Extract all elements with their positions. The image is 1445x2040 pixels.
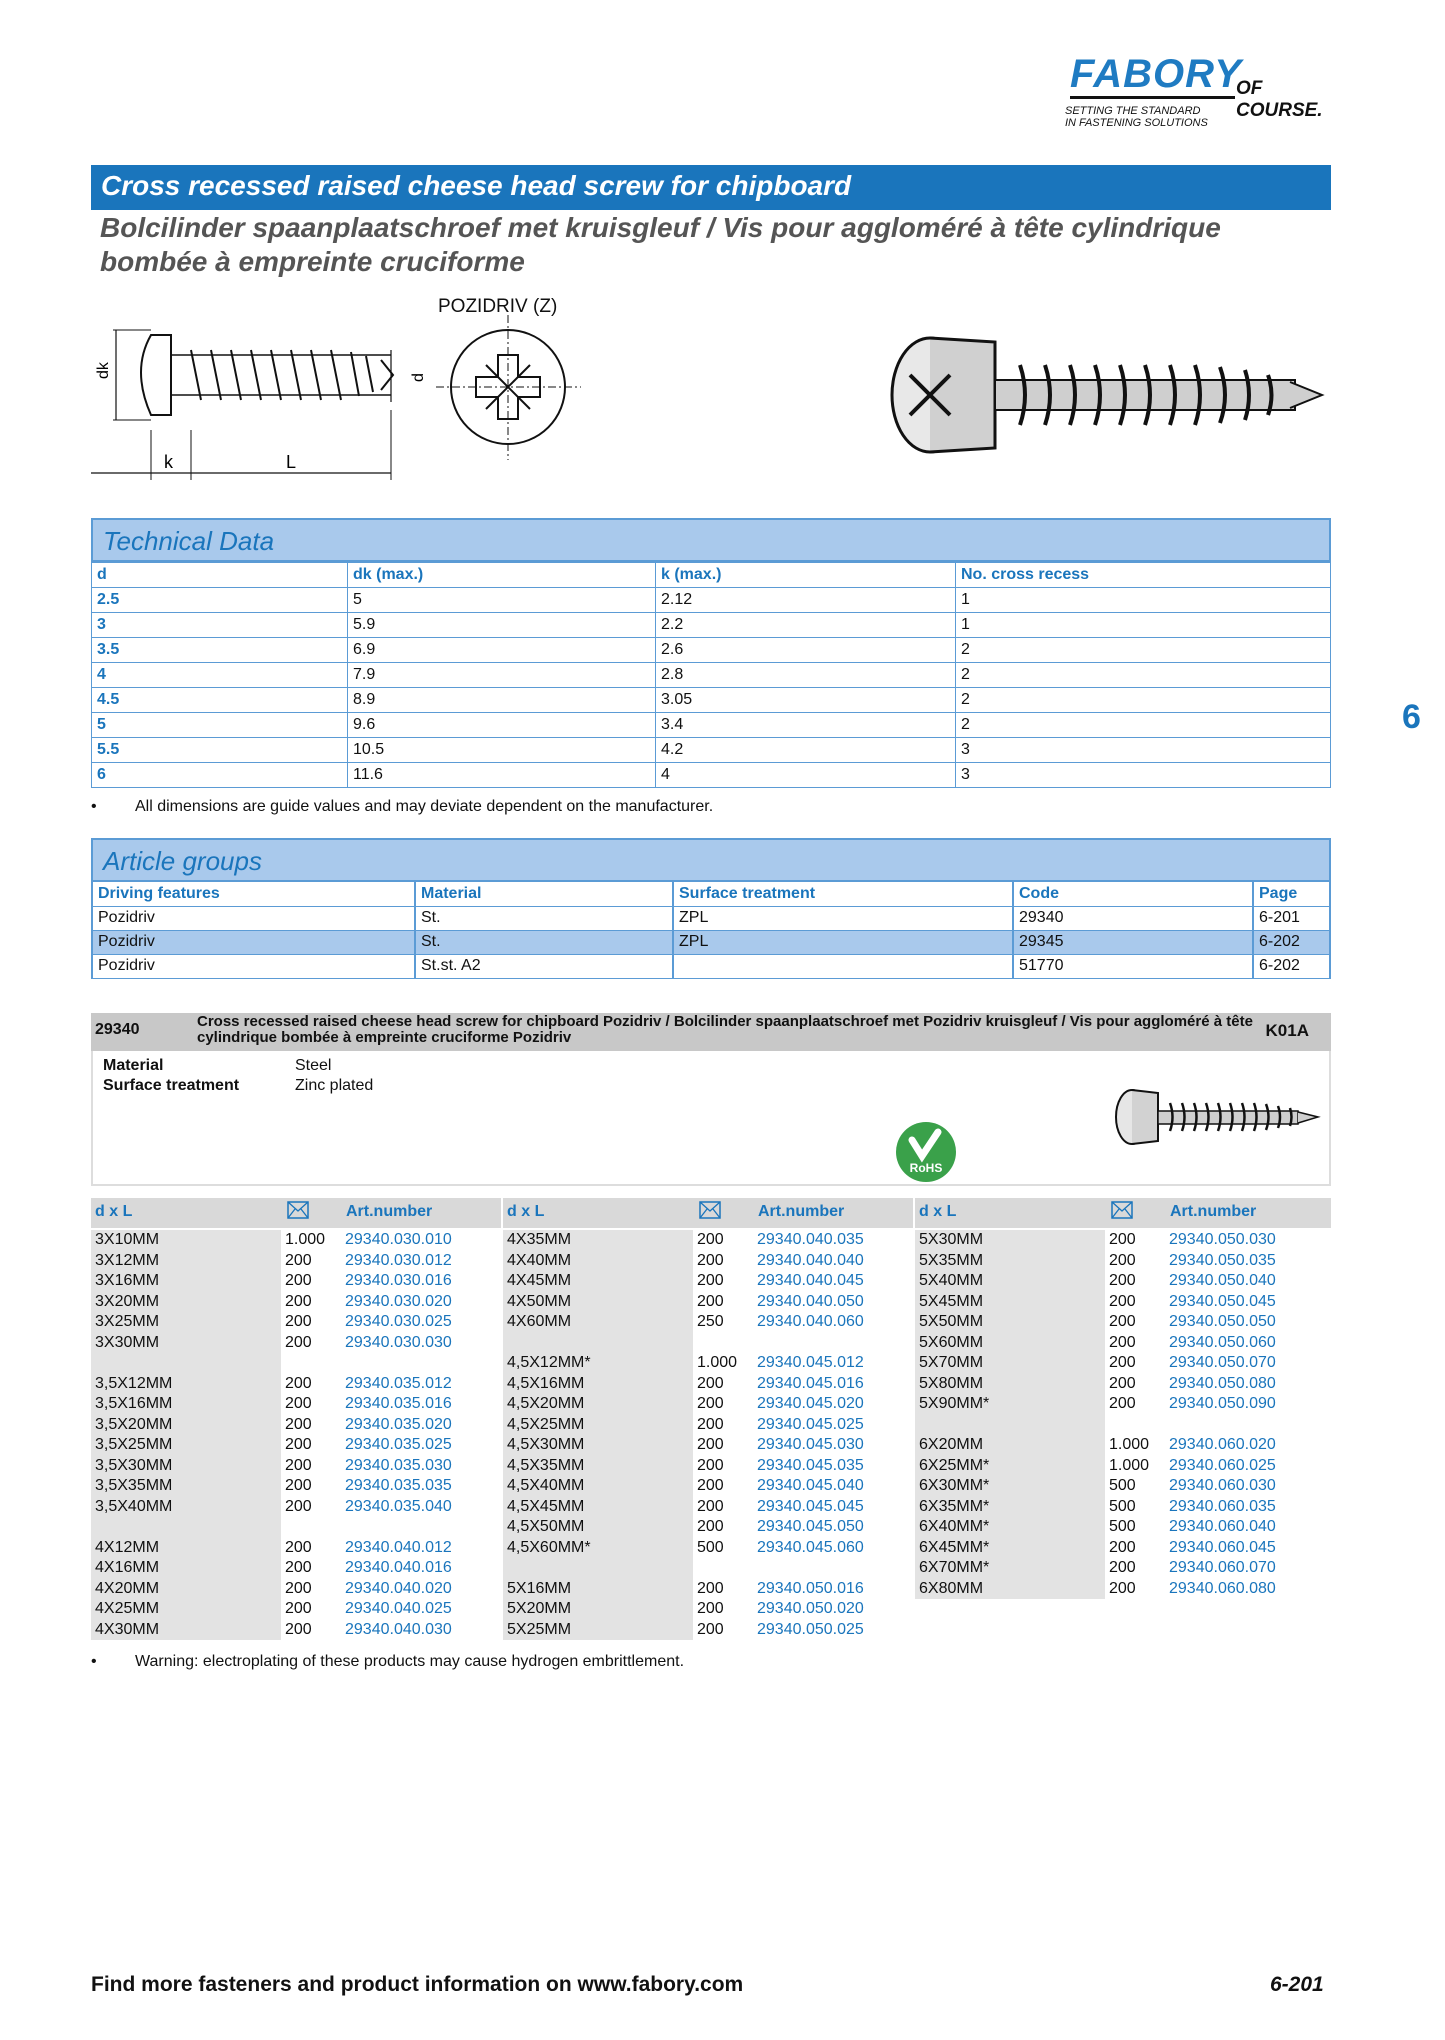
table-cell: St.st. A2 — [415, 954, 673, 978]
size-cell: 3,5X30MM — [91, 1456, 281, 1477]
table-row — [92, 738, 1331, 763]
table-cell: 6-201 — [1253, 906, 1330, 930]
quantity-cell: 250 — [697, 1313, 724, 1330]
dim-d-label: d — [410, 373, 427, 382]
article-number-link[interactable]: 29340.045.030 — [757, 1436, 864, 1453]
quantity-cell: 200 — [697, 1272, 724, 1289]
page-title: Cross recessed raised cheese head screw for chipboard — [91, 165, 1331, 210]
table-cell: 5.9 — [348, 613, 656, 638]
table-cell: 2 — [956, 663, 1331, 688]
dim-l-label: L — [286, 452, 297, 472]
size-cell — [91, 1517, 281, 1538]
size-cell: 4X25MM — [91, 1599, 281, 1620]
table-cell: 2.5 — [92, 588, 348, 613]
col-surface-treatment: Surface treatment — [673, 882, 1013, 906]
table-cell: 9.6 — [348, 713, 656, 738]
article-groups-header-row — [92, 882, 1330, 906]
size-cell: 3,5X35MM — [91, 1476, 281, 1497]
table-cell: 2.12 — [656, 588, 956, 613]
quantity-cell: 1.000 — [1109, 1436, 1150, 1453]
technical-data-header-row — [92, 563, 1331, 588]
table-cell: 3.4 — [656, 713, 956, 738]
quantity-cell: 200 — [697, 1579, 724, 1597]
table-cell: 6.9 — [348, 638, 656, 663]
table-cell: 2.8 — [656, 663, 956, 688]
article-number-link[interactable]: 29340.060.080 — [1169, 1579, 1276, 1597]
quantity-cell: 200 — [1109, 1395, 1136, 1412]
article-number-link[interactable]: 29340.060.040 — [1169, 1518, 1276, 1535]
quantity-cell: 200 — [1109, 1559, 1136, 1576]
quantity-cell: 1.000 — [1109, 1456, 1150, 1474]
quantity-cell: 200 — [697, 1518, 724, 1535]
article-number-link[interactable]: 29340.050.080 — [1169, 1374, 1276, 1392]
logo-tagline-1: SETTING THE STANDARD — [1065, 105, 1201, 117]
table-cell: ZPL — [673, 906, 1013, 930]
table-row — [92, 663, 1331, 688]
article-number-link[interactable]: 29340.040.050 — [757, 1292, 864, 1310]
size-cell: 4X20MM — [91, 1579, 281, 1600]
size-cell: 4X30MM — [91, 1620, 281, 1641]
listing-header-2 — [503, 1198, 913, 1228]
quantity-cell: 200 — [285, 1313, 312, 1330]
warning-note — [91, 1653, 684, 1671]
quantity-cell: 200 — [1109, 1272, 1136, 1289]
bullet-icon: • — [91, 798, 97, 815]
size-cell: 6X45MM* — [915, 1538, 1105, 1559]
size-cell: 5X16MM — [503, 1579, 693, 1600]
article-number-link[interactable]: 29340.045.060 — [757, 1538, 864, 1556]
article-number-link[interactable]: 29340.060.035 — [1169, 1497, 1276, 1515]
col-k: k (max.) — [656, 563, 956, 588]
listing-header-3 — [915, 1198, 1331, 1228]
size-cell: 5X70MM — [915, 1353, 1105, 1374]
table-cell: 5.5 — [92, 738, 348, 763]
table-cell: 5 — [92, 713, 348, 738]
table-row[interactable] — [92, 954, 1330, 978]
size-cell: 3,5X16MM — [91, 1394, 281, 1415]
size-cell: 4,5X16MM — [503, 1374, 693, 1395]
table-cell — [673, 954, 1013, 978]
article-number-link[interactable]: 29340.060.020 — [1169, 1436, 1276, 1453]
size-cell: 4,5X50MM — [503, 1517, 693, 1538]
size-cell: 3X10MM — [91, 1230, 281, 1251]
size-cell — [915, 1415, 1105, 1436]
article-groups-table — [91, 882, 1331, 979]
article-number-link[interactable]: 29340.050.030 — [1169, 1231, 1276, 1248]
size-cell: 5X25MM — [503, 1620, 693, 1641]
col-cross-recess: No. cross recess — [956, 563, 1331, 588]
table-cell: 2 — [956, 638, 1331, 663]
col-dxl-1: d x L — [95, 1203, 133, 1220]
quantity-cell: 200 — [285, 1272, 312, 1289]
table-cell: ZPL — [673, 930, 1013, 954]
article-number-link[interactable]: 29340.045.020 — [757, 1395, 864, 1412]
table-row — [92, 613, 1331, 638]
size-cell: 5X20MM — [503, 1599, 693, 1620]
quantity-cell: 200 — [285, 1251, 312, 1269]
article-number-link[interactable]: 29340.050.016 — [757, 1579, 864, 1597]
size-cell: 5X50MM — [915, 1312, 1105, 1333]
table-cell: 6-202 — [1253, 930, 1330, 954]
rohs-text: RoHS — [909, 1161, 943, 1175]
table-cell: 2.6 — [656, 638, 956, 663]
col-artnr-3: Art.number — [1170, 1203, 1257, 1220]
size-cell: 4,5X30MM — [503, 1435, 693, 1456]
quantity-cell: 500 — [1109, 1477, 1136, 1494]
article-number-link[interactable]: 29340.045.045 — [757, 1497, 864, 1515]
table-row[interactable] — [92, 930, 1330, 954]
quantity-cell: 200 — [1109, 1538, 1136, 1556]
size-cell: 3X25MM — [91, 1312, 281, 1333]
article-number-link[interactable]: 29340.050.090 — [1169, 1395, 1276, 1412]
table-row — [92, 713, 1331, 738]
article-number-link[interactable]: 29340.040.060 — [757, 1313, 864, 1330]
logo-brand: FABORY — [1070, 52, 1242, 96]
table-cell: 3.5 — [92, 638, 348, 663]
col-dk: dk (max.) — [348, 563, 656, 588]
quantity-cell: 200 — [697, 1292, 724, 1310]
table-row — [92, 638, 1331, 663]
table-cell: 2.2 — [656, 613, 956, 638]
chapter-number: 6 — [1402, 698, 1421, 736]
material-value: Steel — [295, 1057, 332, 1074]
size-cell: 6X70MM* — [915, 1558, 1105, 1579]
article-number-link[interactable]: 29340.030.020 — [345, 1292, 452, 1310]
table-cell: St. — [415, 906, 673, 930]
surface-treatment-value: Zinc plated — [295, 1077, 374, 1094]
article-number-link[interactable]: 29340.040.030 — [345, 1620, 452, 1638]
table-cell: 2 — [956, 688, 1331, 713]
article-number-link[interactable]: 29340.045.050 — [757, 1518, 864, 1535]
col-driving-features: Driving features — [92, 882, 415, 906]
pozidriv-label: POZIDRIV (Z) — [438, 296, 558, 317]
article-number-link[interactable]: 29340.040.025 — [345, 1600, 452, 1617]
article-number-link[interactable]: 29340.050.020 — [757, 1600, 864, 1617]
article-number-link[interactable]: 29340.050.035 — [1169, 1251, 1276, 1269]
listing-header-1 — [91, 1198, 501, 1228]
warning-text: Warning: electroplating of these products may cause hydrogen embrittlement. — [135, 1653, 685, 1670]
quantity-cell: 200 — [285, 1395, 312, 1412]
quantity-cell: 200 — [285, 1559, 312, 1576]
col-d: d — [92, 563, 348, 588]
product-class: K01A — [1265, 1021, 1309, 1040]
page-subtitle: Bolcilinder spaanplaatschroef met kruisgleuf / Vis pour aggloméré à tête cylindrique bombée à empreinte cruciforme — [100, 212, 1221, 277]
table-cell: 3 — [956, 738, 1331, 763]
quantity-cell: 200 — [285, 1579, 312, 1597]
article-number-link[interactable]: 29340.035.020 — [345, 1415, 452, 1433]
size-cell: 3,5X40MM — [91, 1497, 281, 1518]
article-number-link[interactable]: 29340.040.016 — [345, 1559, 452, 1576]
size-cell: 5X40MM — [915, 1271, 1105, 1292]
size-cell: 5X90MM* — [915, 1394, 1105, 1415]
table-row[interactable] — [92, 906, 1330, 930]
size-cell: 5X30MM — [915, 1230, 1105, 1251]
article-number-link[interactable]: 29340.035.035 — [345, 1477, 452, 1494]
quantity-cell: 200 — [697, 1497, 724, 1515]
dim-k-label: k — [164, 452, 173, 472]
size-cell: 4X50MM — [503, 1292, 693, 1313]
quantity-cell: 200 — [1109, 1292, 1136, 1310]
article-number-link[interactable]: 29340.050.045 — [1169, 1292, 1276, 1310]
table-cell: 51770 — [1013, 954, 1253, 978]
quantity-cell: 1.000 — [285, 1231, 326, 1248]
quantity-cell: 200 — [285, 1600, 312, 1617]
article-number-link[interactable]: 29340.030.030 — [345, 1333, 452, 1351]
size-cell: 3,5X12MM — [91, 1374, 281, 1395]
table-cell: 4 — [92, 663, 348, 688]
table-cell: 7.9 — [348, 663, 656, 688]
mail-icon — [699, 1201, 721, 1224]
size-cell: 4X45MM — [503, 1271, 693, 1292]
size-cell: 6X35MM* — [915, 1497, 1105, 1518]
screw-photo — [870, 320, 1330, 470]
article-number-link[interactable]: 29340.045.025 — [757, 1415, 864, 1433]
article-number-link[interactable]: 29340.045.035 — [757, 1456, 864, 1474]
logo-tagline — [1065, 105, 1208, 129]
quantity-cell: 200 — [697, 1620, 724, 1638]
article-groups-heading: Article groups — [91, 838, 1331, 882]
size-cell: 5X60MM — [915, 1333, 1105, 1354]
size-cell: 6X40MM* — [915, 1517, 1105, 1538]
article-number-link[interactable]: 29340.035.016 — [345, 1395, 452, 1412]
table-cell: 11.6 — [348, 763, 656, 788]
article-number-link[interactable]: 29340.050.025 — [757, 1620, 864, 1638]
size-cell: 4,5X12MM* — [503, 1353, 693, 1374]
product-screw-image — [1110, 1085, 1325, 1150]
quantity-cell: 200 — [697, 1395, 724, 1412]
article-number-link[interactable]: 29340.040.045 — [757, 1272, 864, 1289]
product-code: 29340 — [95, 1021, 140, 1038]
col-artnr-1: Art.number — [346, 1203, 433, 1220]
logo-underline — [1070, 96, 1235, 99]
logo-tagline-2: IN FASTENING SOLUTIONS — [1065, 117, 1208, 129]
quantity-cell: 500 — [697, 1538, 724, 1556]
article-number-link[interactable]: 29340.060.045 — [1169, 1538, 1276, 1556]
article-number-link[interactable]: 29340.035.030 — [345, 1456, 452, 1474]
col-dxl-2: d x L — [507, 1203, 545, 1220]
table-cell: Pozidriv — [92, 954, 415, 978]
material-label: Material — [103, 1057, 164, 1074]
quantity-cell: 200 — [1109, 1313, 1136, 1330]
footer-link-text[interactable]: Find more fasteners and product information on www.fabory.com — [91, 1973, 744, 1996]
table-cell: 29345 — [1013, 930, 1253, 954]
article-number-link[interactable]: 29340.050.050 — [1169, 1313, 1276, 1330]
size-cell — [503, 1558, 693, 1579]
quantity-cell: 200 — [1109, 1354, 1136, 1371]
quantity-cell: 200 — [1109, 1333, 1136, 1351]
size-cell: 6X25MM* — [915, 1456, 1105, 1477]
size-cell: 3,5X20MM — [91, 1415, 281, 1436]
article-number-link[interactable]: 29340.035.025 — [345, 1436, 452, 1453]
table-cell: Pozidriv — [92, 930, 415, 954]
quantity-cell: 200 — [285, 1538, 312, 1556]
mail-icon — [287, 1201, 309, 1224]
quantity-cell: 200 — [697, 1374, 724, 1392]
table-cell: 6 — [92, 763, 348, 788]
size-cell: 5X45MM — [915, 1292, 1105, 1313]
article-number-link[interactable]: 29340.040.012 — [345, 1538, 452, 1556]
quantity-cell: 200 — [697, 1251, 724, 1269]
quantity-cell: 200 — [285, 1415, 312, 1433]
size-cell: 4X40MM — [503, 1251, 693, 1272]
size-cell: 6X20MM — [915, 1435, 1105, 1456]
table-cell: St. — [415, 930, 673, 954]
size-cell: 4,5X60MM* — [503, 1538, 693, 1559]
size-cell: 4,5X35MM — [503, 1456, 693, 1477]
article-number-link[interactable]: 29340.060.030 — [1169, 1477, 1276, 1494]
bullet-icon: • — [91, 1653, 97, 1670]
quantity-cell: 200 — [285, 1456, 312, 1474]
size-cell — [91, 1353, 281, 1374]
col-artnr-2: Art.number — [758, 1203, 845, 1220]
size-cell: 3X30MM — [91, 1333, 281, 1354]
col-dxl-3: d x L — [919, 1203, 957, 1220]
quantity-cell: 500 — [1109, 1497, 1136, 1515]
quantity-cell: 200 — [285, 1620, 312, 1638]
article-number-link[interactable]: 29340.040.020 — [345, 1579, 452, 1597]
size-cell: 5X80MM — [915, 1374, 1105, 1395]
col-material: Material — [415, 882, 673, 906]
screw-technical-drawing — [91, 290, 591, 490]
quantity-cell: 200 — [1109, 1251, 1136, 1269]
mail-icon — [1111, 1201, 1133, 1224]
table-cell: 1 — [956, 613, 1331, 638]
size-cell: 4X12MM — [91, 1538, 281, 1559]
quantity-cell: 200 — [285, 1374, 312, 1392]
article-number-link[interactable]: 29340.060.025 — [1169, 1456, 1276, 1474]
article-number-link[interactable]: 29340.045.012 — [757, 1354, 864, 1371]
article-number-link[interactable]: 29340.045.016 — [757, 1374, 864, 1392]
quantity-cell: 200 — [1109, 1231, 1136, 1248]
size-cell — [503, 1333, 693, 1354]
quantity-cell: 200 — [285, 1497, 312, 1515]
quantity-cell: 1.000 — [697, 1354, 738, 1371]
rohs-icon — [894, 1120, 958, 1184]
size-cell: 4X35MM — [503, 1230, 693, 1251]
table-cell: 2 — [956, 713, 1331, 738]
table-cell: 3.05 — [656, 688, 956, 713]
product-header — [91, 1013, 1331, 1051]
table-row — [92, 763, 1331, 788]
table-row — [92, 588, 1331, 613]
article-number-link[interactable]: 29340.050.040 — [1169, 1272, 1276, 1289]
article-number-link[interactable]: 29340.035.012 — [345, 1374, 452, 1392]
guide-values-text: All dimensions are guide values and may deviate dependent on the manufacturer. — [135, 798, 714, 815]
article-number-link[interactable]: 29340.050.060 — [1169, 1333, 1276, 1351]
table-cell: 3 — [956, 763, 1331, 788]
page-number: 6-201 — [1270, 1973, 1324, 1996]
quantity-cell: 200 — [697, 1231, 724, 1248]
col-page: Page — [1253, 882, 1330, 906]
size-cell: 5X35MM — [915, 1251, 1105, 1272]
article-number-link[interactable]: 29340.035.040 — [345, 1497, 452, 1515]
article-number-link[interactable]: 29340.030.012 — [345, 1251, 452, 1269]
table-cell: 4.5 — [92, 688, 348, 713]
quantity-cell: 200 — [285, 1477, 312, 1494]
article-number-link[interactable]: 29340.040.040 — [757, 1251, 864, 1269]
article-number-link[interactable]: 29340.050.070 — [1169, 1354, 1276, 1371]
product-description: Cross recessed raised cheese head screw for chipboard Pozidriv / Bolcilinder spaanplaatschroef met Pozidriv kruisgleuf / Vis pour aggloméré à tête cylindrique bombée à empreinte cruciforme Pozidriv — [197, 1013, 1253, 1046]
guide-values-note — [91, 798, 713, 816]
size-cell: 6X80MM — [915, 1579, 1105, 1600]
table-cell: 1 — [956, 588, 1331, 613]
size-cell: 4,5X45MM — [503, 1497, 693, 1518]
size-cell: 4X60MM — [503, 1312, 693, 1333]
table-cell: 3 — [92, 613, 348, 638]
surface-treatment-label: Surface treatment — [103, 1077, 240, 1094]
article-number-link[interactable]: 29340.030.025 — [345, 1313, 452, 1330]
quantity-cell: 200 — [697, 1456, 724, 1474]
article-number-link[interactable]: 29340.030.010 — [345, 1231, 452, 1248]
table-cell: 4 — [656, 763, 956, 788]
table-cell: 8.9 — [348, 688, 656, 713]
table-cell: Pozidriv — [92, 906, 415, 930]
dim-dk-label: dk — [95, 362, 112, 379]
size-cell: 3X12MM — [91, 1251, 281, 1272]
quantity-cell: 200 — [285, 1436, 312, 1453]
article-number-link[interactable]: 29340.030.016 — [345, 1272, 452, 1289]
table-cell: 5 — [348, 588, 656, 613]
size-cell: 3X16MM — [91, 1271, 281, 1292]
table-cell: 4.2 — [656, 738, 956, 763]
quantity-cell: 500 — [1109, 1518, 1136, 1535]
size-cell: 4,5X20MM — [503, 1394, 693, 1415]
quantity-cell: 200 — [1109, 1579, 1136, 1597]
size-cell: 6X30MM* — [915, 1476, 1105, 1497]
size-cell: 4,5X25MM — [503, 1415, 693, 1436]
quantity-cell: 200 — [697, 1600, 724, 1617]
quantity-cell: 200 — [1109, 1374, 1136, 1392]
table-cell: 10.5 — [348, 738, 656, 763]
size-cell: 4,5X40MM — [503, 1476, 693, 1497]
col-code: Code — [1013, 882, 1253, 906]
table-cell: 6-202 — [1253, 954, 1330, 978]
fabory-logo — [1060, 52, 1350, 132]
logo-suffix: OF COURSE. — [1236, 78, 1323, 121]
table-cell: 29340 — [1013, 906, 1253, 930]
size-cell: 3X20MM — [91, 1292, 281, 1313]
quantity-cell: 200 — [697, 1415, 724, 1433]
table-row — [92, 688, 1331, 713]
quantity-cell: 200 — [697, 1477, 724, 1494]
quantity-cell: 200 — [697, 1436, 724, 1453]
technical-data-table — [91, 562, 1331, 788]
article-number-link[interactable]: 29340.040.035 — [757, 1231, 864, 1248]
size-cell: 3,5X25MM — [91, 1435, 281, 1456]
article-number-link[interactable]: 29340.045.040 — [757, 1477, 864, 1494]
quantity-cell: 200 — [285, 1333, 312, 1351]
article-number-link[interactable]: 29340.060.070 — [1169, 1559, 1276, 1576]
quantity-cell: 200 — [285, 1292, 312, 1310]
technical-data-heading: Technical Data — [91, 518, 1331, 562]
size-cell: 4X16MM — [91, 1558, 281, 1579]
